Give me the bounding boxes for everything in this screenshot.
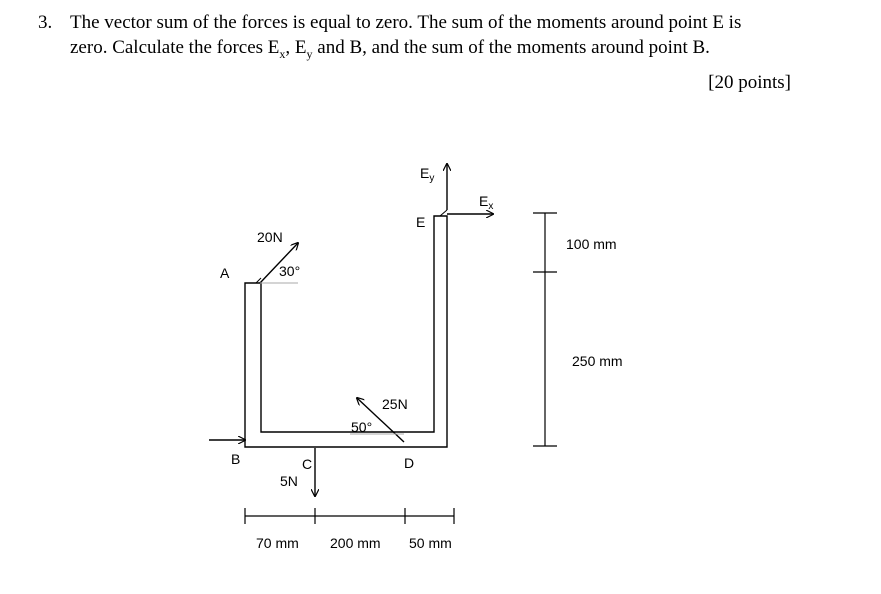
label-A: A [220, 265, 230, 281]
question-line-1: The vector sum of the forces is equal to zero. The sum of the moments around point E is [70, 12, 742, 33]
label-E: E [416, 214, 426, 230]
e-corner-tick [440, 210, 447, 216]
label-200mm: 200 mm [330, 535, 381, 551]
question-line-2-sub-y: y [306, 46, 313, 61]
question-line-2-part-c: and B, and the sum of the moments around point B. [312, 37, 710, 58]
label-30deg: 30° [279, 263, 301, 279]
label-20n: 20N [257, 229, 283, 245]
label-ex: $E_x$ [479, 193, 494, 212]
question-number: 3. [38, 12, 53, 33]
question-line-2-sub-x: x [279, 46, 286, 61]
label-50mm: 50 mm [409, 535, 452, 551]
label-50deg: 50° [351, 419, 373, 435]
label-5n: 5N [280, 473, 298, 489]
label-70mm: 70 mm [256, 535, 299, 551]
label-B: B [231, 451, 241, 467]
label-D: D [404, 455, 415, 471]
label-25n: 25N [382, 396, 408, 412]
label-C: C [302, 456, 313, 472]
frame-outline [245, 216, 447, 447]
label-250mm: 250 mm [572, 353, 623, 369]
question-line-2-part-a: zero. Calculate the forces E [70, 37, 280, 58]
label-ey: $E_y$ [420, 165, 435, 184]
label-100mm: 100 mm [566, 236, 617, 252]
points-label: [20 points] [708, 72, 791, 93]
question-line-2-part-b: , E [285, 37, 307, 58]
